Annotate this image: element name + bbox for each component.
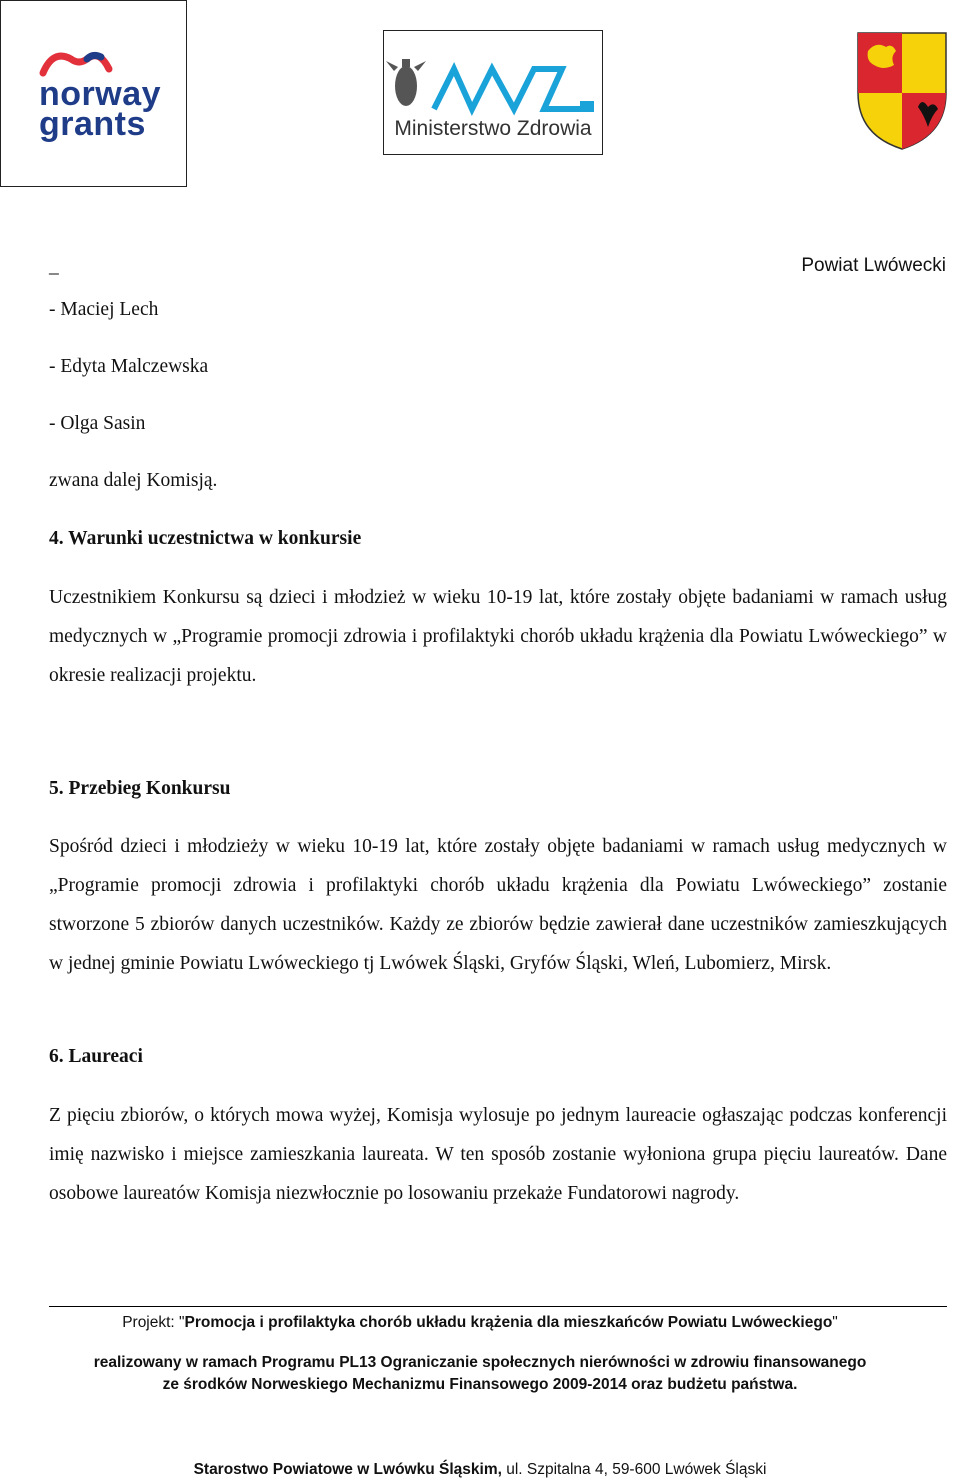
footer-address-office: Starostwo Powiatowe w Lwówku Śląskim, — [193, 1461, 502, 1478]
ministry-of-health-logo — [383, 30, 603, 155]
footer-program-line: realizowany w ramach Programu PL13 Ograniczanie społecznych nierówności w zdrowiu finansowanego — [93, 1354, 867, 1371]
commission-member: - Edyta Malczewska — [49, 356, 209, 377]
footer-project-suffix: " — [832, 1314, 838, 1331]
commission-member: - Olga Sasin — [49, 413, 146, 434]
section-4-text: Uczestnikiem Konkursu są dzieci i młodzież w wieku 10-19 lat, które zostały objęte badaniami w ramach usług medycznych w „Programie promocji zdrowia i profilaktyki chorób układu krążenia dla Powiatu Lwóweckiego” w okresie realizacji projektu. — [49, 587, 947, 686]
commission-member: - Maciej Lech — [49, 299, 159, 320]
footer-address — [0, 1461, 960, 1479]
footer-project-line — [0, 1314, 960, 1332]
section-4-heading: 4. Warunki uczestnictwa w konkursie — [49, 528, 362, 549]
section-5-heading: 5. Przebieg Konkursu — [49, 778, 231, 799]
footer-funding-line: ze środków Norweskiego Mechanizmu Finansowego 2009-2014 oraz budżetu państwa. — [162, 1376, 798, 1393]
header-powiat-label: Powiat Lwówecki — [801, 255, 946, 276]
powiat-coat-of-arms-icon — [856, 31, 948, 151]
commission-closing: zwana dalej Komisją. — [49, 470, 218, 491]
section-6-text: Z pięciu zbiorów, o których mowa wyżej, Komisja wylosuje po jednym laureacie ogłaszając podczas konferencji imię nazwisko i miejsce zamieszkania laureata. W ten sposób zostanie wyłoniona grupa pięciu laureatów. Dane osobowe laureatów Komisja niezwłocznie po losowaniu przekaże Fundatorowi nagrody. — [49, 1105, 947, 1204]
section-5-text: Spośród dzieci i młodzieży w wieku 10-19 lat, które zostały objęte badaniami w ramach usług medycznych w „Programie promocji zdrowia i profilaktyki chorób układu krążenia dla Powiatu Lwóweckiego” zostanie stworzone 5 zbiorów danych uczestników. Każdy ze zbiorów będzie zawierał dane uczestników zamieszkujących w jednej gminie Powiatu Lwóweckiego tj Lwówek Śląski, Gryfów Śląski, Wleń, Lubomierz, Mirsk. — [49, 836, 947, 974]
section-6-heading: 6. Laureaci — [49, 1046, 143, 1067]
footer-divider — [49, 1306, 947, 1307]
footer-project-name: Promocja i profilaktyka chorób układu krążenia dla mieszkańców Powiatu Lwóweckiego — [184, 1314, 833, 1331]
footer-project-prefix: Projekt: " — [122, 1314, 185, 1331]
header-underscore: _ — [49, 256, 59, 277]
ministry-logo-text: Ministerstwo Zdrowia — [394, 117, 592, 140]
norway-grants-line2: grants — [39, 105, 146, 143]
powiat-coat-of-arms — [856, 31, 948, 151]
norway-grants-logo — [0, 0, 187, 187]
footer-address-street: ul. Szpitalna 4, 59-600 Lwówek Śląski — [501, 1461, 767, 1478]
norway-grants-line1: norway — [39, 75, 162, 113]
